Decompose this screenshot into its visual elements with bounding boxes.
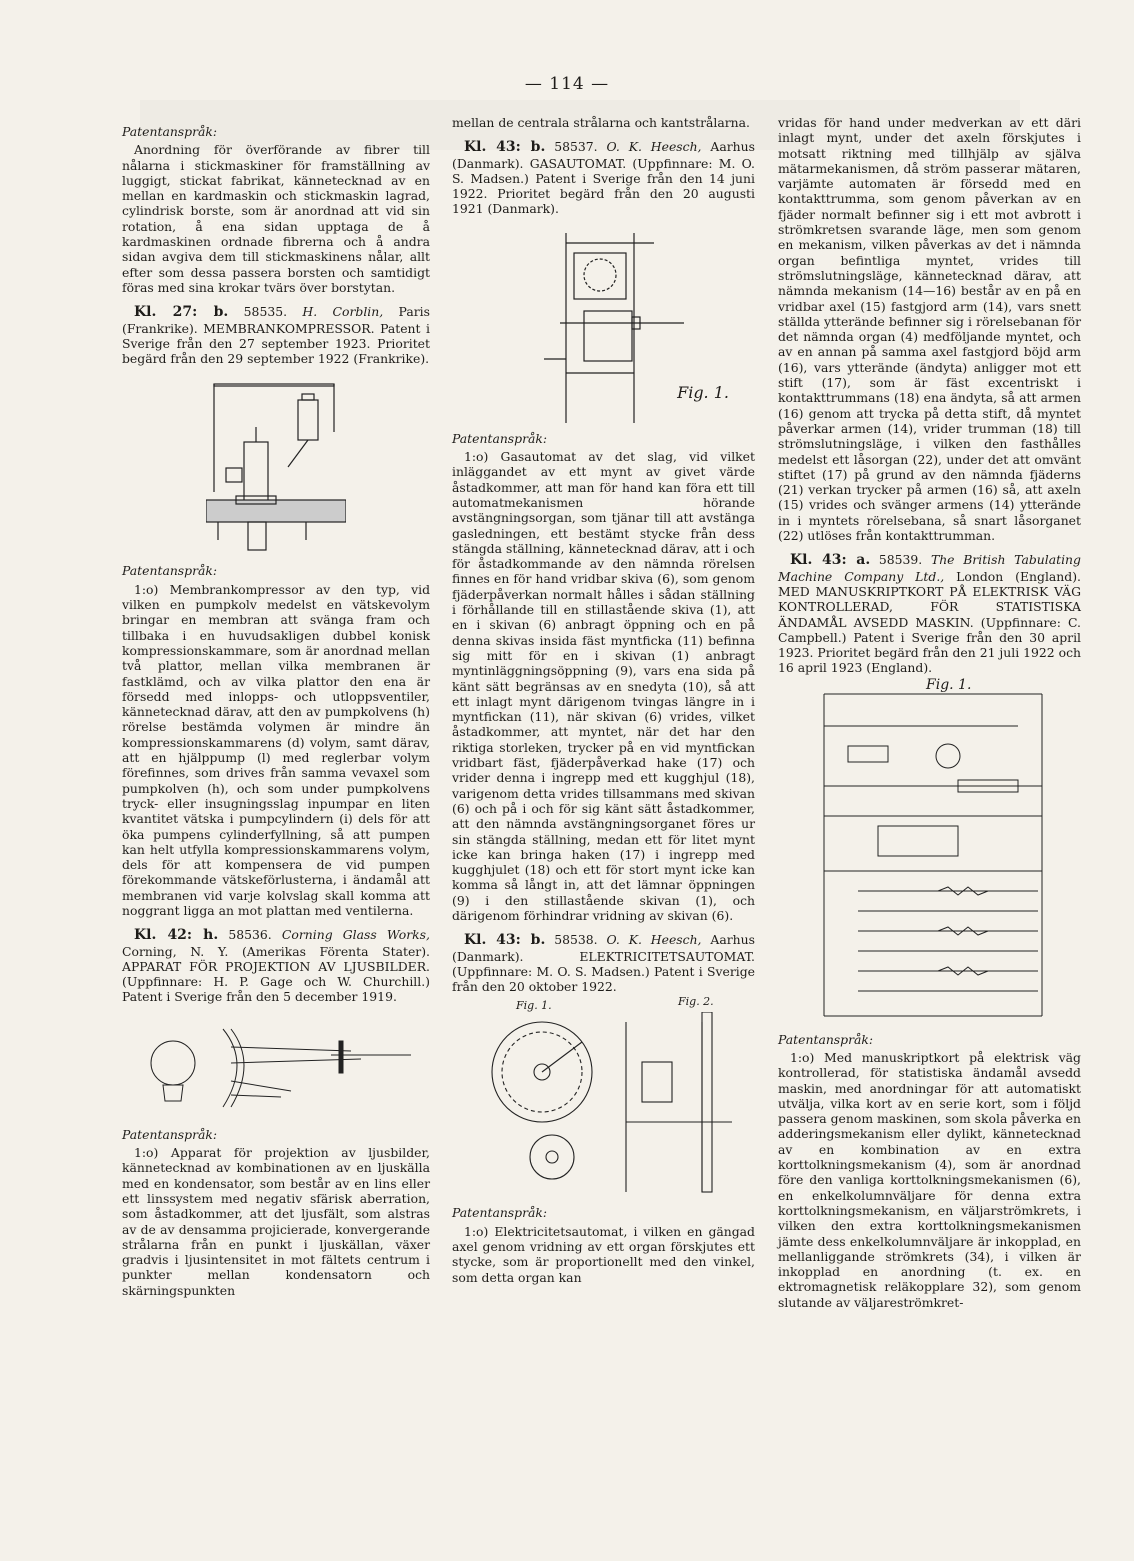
claim-text: Anordning för överförande av fibrer till nålarna i stickmaskiner för framställning av luggigt, stickat fabrikat, kännetecknad av en mellan en kardmaskin och stickmaskin lagrad, cylindrisk borste, som är anordnad att vid sin rotation, å ena sidan upptaga de å kardmaskinen ordnade fibrerna och å andra sidan avgiva dem till stickmaskinens nålar, allt efter som dessa passera borsten och samtidigt föras med sina krokar tvärs över borstytan.	[122, 142, 430, 295]
figure-label: Fig. 1.	[926, 676, 972, 693]
patent-class: Kl. 43: a.	[790, 552, 871, 569]
continued-text: vridas för hand under medverkan av ett däri inlagt mynt, under det axeln förskjutes i motsatt riktning med tillhjälp av själva mätarmekanismen, då ström passerar mätaren, varjämte automaten är försedd med en kontakttrumma, som genom påverkan av en fjäder normalt befinner sig i ett mot avbrott i strömkretsen svarande läge, men som genom en mekanism, vilken påverkas av det i nämnda organ befintliga myntet, vrides till strömslutningsläge, kännetecknad därav, att nämnda mekanism (14—16) består av en på en vridbar axel (15) fastgjord arm (14), vars snett ställda ytterände befinner sig i rörelsebanan för det nämnda organ (4) medföljande myntet, och av en annan på samma axel fastgjord böjd arm (16), vars ytterände (ändyta) anligger mot ett stift (17), som är fäst excentriskt i kontakttrummans (18) ena ändyta, så att armen (16) genom att trycka på detta stift, då myntet påverkar armen (14), vrider trumman (18) till strömslutningsläge, i vilken den fasthålles medelst ett låsorgan (22), under det att omvänt stiftet (17) på grund av den nämnda fjäderns (21) verkan trycker på armen (16) så, att axeln (15) vrides och svänger armens (14) ytterände in i myntets rörelsebana, så snart låsorganet (22) utlöses från kontakttrumman.	[778, 115, 1081, 544]
patent-entry-text: Aarhus (Danmark). GASAUTOMAT. (Uppfinnare: M. O. S. Madsen.) Patent i Sverige från den 14 juni 1922. Prioritet begärd från den 20 augusti 1921 (Danmark).	[452, 139, 755, 217]
patent-holder: H. Corblin,	[302, 304, 384, 320]
patent-number: 58537.	[554, 139, 598, 155]
claim-label: Patentanspråk:	[122, 124, 218, 139]
patent-entry-heading	[452, 932, 755, 994]
patent-number: 58535.	[243, 304, 288, 320]
patent-holder: The British Tabulating Machine Company Ltd.,	[778, 552, 1081, 584]
patent-class: Kl. 43: b.	[464, 139, 546, 156]
patent-entry-heading	[452, 139, 755, 216]
patent-class: Kl. 43: b.	[464, 932, 546, 949]
patent-number: 58536.	[228, 927, 272, 943]
patent-entry-text: Paris (Frankrike). MEMBRANKOMPRESSOR. Patent i Sverige från den 27 september 1923. Prioritet begärd från den 29 september 1922 (Frankrike).	[122, 304, 430, 367]
patent-number: 58538.	[554, 932, 598, 948]
column-3	[778, 115, 1081, 1310]
patent-class: Kl. 42: h.	[134, 927, 219, 944]
figure-label: Fig. 1.	[516, 999, 552, 1013]
patent-entry-text: Aarhus (Danmark). ELEKTRICITETSAUTOMAT. (Uppfinnare: M. O. S. Madsen.) Patent i Sverige från den 20 oktober 1922.	[452, 932, 755, 995]
patent-entry-heading	[778, 552, 1081, 675]
claim-text: 1:o) Membrankompressor av den typ, vid vilken en pumpkolv medelst en vätskevolym bringar en membran att svänga fram och tillbaka i en huvudsakligen dubbel konisk kompressionskammare, som är anordnad mellan två plattor, mellan vilka membranen är fastklämd, och av vilka plattor den ena är försedd med inlopps- och utloppsventiler, kännetecknad därav, att den av pumpkolvens (h) rörelse bestämda volymen är mindre än kompressionskammarens (d) volym, samt därav, att en hjälppump (l) med reglerbar volym förefinnes, som drives från samma vevaxel som pumpkolven (h), och som under pumpkolvens tryck- eller insugningsslag inpumpar en liten kvantitet vätska i pumpcylindern (i) dels för att öka pumpens cylinderfyllning, så att pumpen kan helt utfylla kompressionskammarens volym, dels för att kompensera de vid pumpen förekommande vätskeförlusterna, i ändamål att membranen vid varje kolvslag skall komma att noggrant ligga an mot plattan med ventilerna.	[122, 581, 430, 918]
claim-label: Patentanspråk:	[778, 1031, 874, 1047]
claim-label: Patentanspråk:	[452, 430, 548, 446]
column-2	[452, 115, 755, 1285]
projection-apparatus-figure	[131, 1011, 421, 1121]
membrane-compressor-figure	[206, 372, 346, 557]
figure-label: Fig. 2.	[678, 995, 714, 1009]
figure-label: Fig. 1.	[677, 382, 729, 402]
patent-holder: O. K. Heesch,	[606, 139, 702, 155]
patent-class: Kl. 27: b.	[134, 304, 229, 321]
claim-text: 1:o) Gasautomat av det slag, vid vilket inläggandet av ett mynt av givet värde åstadkommer, att man för hand kan föra ett till automatmekanismen hörande avstängningsorgan, som tjänar till att avstänga gasledningen, ett bestämt stycke från dess stängda ställning, kännetecknad därav, att i och för åstadkommande av den nämnda rörelsen finnes en för hand vridbar skiva (6), som genom fjäderpåverkan normalt hålles i sådan ställning i förhållande till en stillastående skiva (1), att en i skivan (6) anbragt öppning och en på denna skivas insida fäst myntficka (11) befinna sig mitt för en i skivan (1) anbragt myntinläggningsöppning (9), vars ena sida på känt sätt begränsas av en snedyta (10), så att ett inlagt mynt därigenom tvingas längre in i myntfickan (11), när skivan (6) vrides, vilket åstadkommer, att myntet, när det har den riktiga storleken, trycker på en vid myntfickan vridbart fäst, fjäderpåverkad hake (17) och vrider denna i ingrepp med ett kugghjul (18), varigenom detta vrides tillsammans med skivan (6) och på i och för sig känt sätt åstadkommer, att den nämnda avstängningsorganet föres ur sin stängda ställning, medan ett för litet mynt icke kan bringa haken (17) i ingrepp med kugghjulet (18) och ett för stort mynt icke kan komma så långt in, att det lämnar öppningen (9) i den stillastående skivan (1), och därigenom förhindrar vridning av skivan (6).	[452, 449, 755, 923]
patent-holder: O. K. Heesch,	[606, 932, 702, 948]
column-1	[122, 118, 430, 1298]
patent-entry-text: London (England). MED MANUSKRIPTKORT PÅ ELEKTRISK VÄG KONTROLLERAD, FÖR STATISTISKA ÄNDAMÅL AVSEDD MASKIN. (Uppfinnare: C. Campbell.) Patent i Sverige från den 30 april 1923. Prioritet begärd från den 21 juli 1922 och 16 april 1923 (England).	[778, 568, 1081, 676]
claim-text: 1:o) Apparat för projektion av ljusbilder, kännetecknad av kombinationen av en ljuskälla med en kondensator, som består av en lins eller ett linssystem med negativ sfärisk aberration, som åstadkommer, att det ljusfält, som alstras av de av densamma projicierade, konvergerande strålarna från en punkt i ljuskällan, växer gradvis i ljusintensitet in mot fältets centrum i punkter mellan kondensatorn och skärningspunkten	[122, 1145, 430, 1298]
tabulating-machine-figure	[778, 676, 1081, 1026]
claim-label: Patentanspråk:	[122, 563, 218, 579]
claim-label: Patentanspråk:	[452, 1205, 548, 1221]
patent-entry-heading	[122, 927, 430, 1004]
patent-entry-heading	[122, 304, 430, 366]
continued-text: mellan de centrala strålarna och kantstrålarna.	[452, 115, 750, 130]
patent-number: 58539.	[878, 552, 923, 568]
claim-text: 1:o) Elektricitetsautomat, i vilken en gängad axel genom vridning av ett organ förskjutes ett stycke, som är proportionellt med den vinkel, som detta organ kan	[452, 1223, 755, 1285]
patent-entry-text: Corning, N. Y. (Amerikas Förenta Stater). APPARAT FÖR PROJEKTION AV LJUSBILDER. (Uppfinnare: H. P. Gage och W. Churchill.) Patent i Sverige från den 5 december 1919.	[122, 943, 430, 1005]
electricity-automat-figures	[452, 994, 755, 1199]
claim-text: 1:o) Med manuskriptkort på elektrisk väg kontrollerad, för statistiska ändamål avsedd maskin, med anordningar för att automatiskt utvälja, vilka kort av en serie kort, som i följd passera genom maskinen, som skola påverka en adderingsmekanism eller dylikt, kännetecknad av en kombination av en extra korttolkningsmekanism (4), som är anordnad före den vanliga korttolkningsmekanismen (6), en enkelkolumnväljare för denna extra korttolkningsmekanism, en väljarströmkrets, i vilken den extra korttolkningsmekanismen jämte dess enkelkolumnväljare är inkopplad, en mellanliggande strömkrets (34), i vilken är inkopplad en anordning (t. ex. en ektromagnetisk reläkopplare 32), som genom slutande av väljareströmkret-	[778, 1049, 1081, 1310]
claim-label: Patentanspråk:	[122, 1126, 218, 1142]
page-number: — 114 —	[524, 74, 610, 94]
patent-holder: Corning Glass Works,	[281, 927, 430, 943]
